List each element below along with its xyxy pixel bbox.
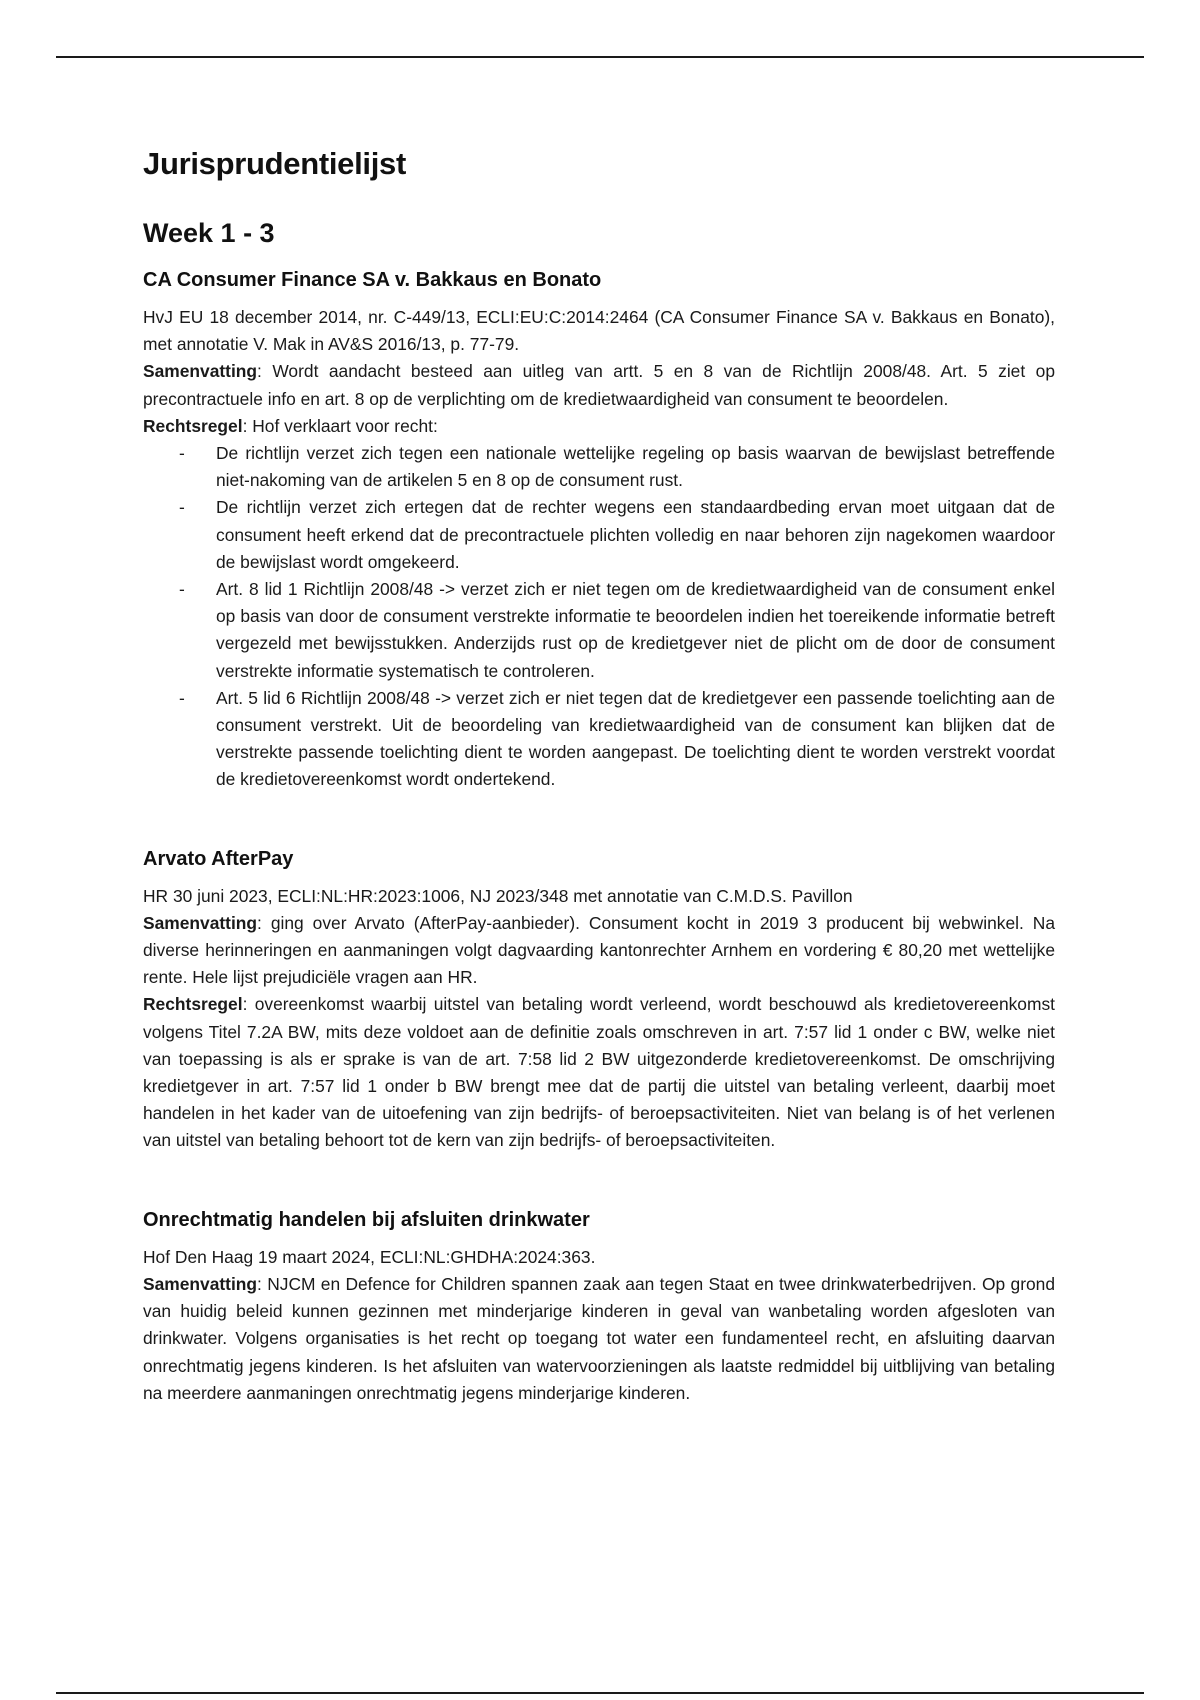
case-summary [143,358,1055,412]
case-citation: Hof Den Haag 19 maart 2024, ECLI:NL:GHDHA:2024:363. [143,1246,596,1267]
summary-label: Samenvatting [143,1273,258,1294]
footer-rule [56,1692,1144,1694]
case-rule [143,413,1055,440]
case-heading: Arvato AfterPay [143,847,294,870]
case-heading: CA Consumer Finance SA v. Bakkaus en Bonato [143,269,602,291]
case-rule [143,991,1055,1154]
list-item [143,576,1055,685]
case-section-arvato-afterpay [143,848,1055,1155]
rule-label: Rechtsregel [143,415,243,436]
case-section-ca-consumer-finance [143,269,1055,794]
case-citation: HvJ EU 18 december 2014, nr. C-449/13, ECLI:EU:C:2014:2464 (CA Consumer Finance SA v. Bakkaus en Bonato), met annotatie V. Mak in AV&S 2016/13, p. 77-79. [143,307,1055,355]
rule-text: : overeenkomst waarbij uitstel van betaling wordt verleend, wordt beschouwd als kredietovereenkomst volgens Titel 7.2A BW, mits deze voldoet aan de definitie zoals omschreven in art. 7:57 lid 1 onder c BW, welke niet van toepassing is als er sprake is van de art. 7:58 lid 2 BW uitgezonderde kredietovereenkomst. De omschrijving kredietgever in art. 7:57 lid 1 onder b BW brengt mee dat de partij die uitstel van betaling verleent, daarbij moet handelen in het kader van de uitoefening van zijn bedrijfs- of beroepsactiviteiten. Niet van belang is of het verlenen van uitstel van betaling behoort tot de kern van zijn bedrijfs- of beroepsactiviteiten. [143,994,1055,1151]
rule-label: Rechtsregel [143,994,243,1015]
bullet-marker: - [179,443,185,464]
case-summary [143,910,1055,992]
summary-text: : Wordt aandacht besteed aan uitleg van artt. 5 en 8 van de Richtlijn 2008/48. Art. 5 ziet op precontractuele info en art. 8 op de verplichting om de kredietwaardigheid van consument te beoordelen. [143,361,1055,409]
summary-label: Samenvatting [143,361,258,382]
case-summary [143,1271,1055,1407]
bullet-marker: - [179,579,185,600]
summary-label: Samenvatting [143,912,258,933]
week-heading: Week 1 - 3 [143,218,275,248]
case-heading: Onrechtmatig handelen bij afsluiten drinkwater [143,1208,590,1231]
document-page [143,146,1055,1407]
list-item-text: De richtlijn verzet zich tegen een nationale wettelijke regeling op basis waarvan de bewijslast betreffende niet-nakoming van de artikelen 5 en 8 op de consument rust. [216,443,1055,491]
list-item-text: Art. 5 lid 6 Richtlijn 2008/48 -> verzet zich er niet tegen dat de kredietgever een passende toelichting aan de consument verstrekt. Uit de beoordeling van kredietwaardigheid van de consument kan blijken dat de verstrekte passende toelichting dient te worden aangepast. De toelichting dient te worden verstrekt voordat de kredietovereenkomst wordt ondertekend. [216,687,1055,790]
header-rule [56,56,1144,58]
bullet-marker: - [179,497,185,518]
list-item-text: De richtlijn verzet zich ertegen dat de rechter wegens een standaardbeding ervan moet uitgaan dat de consument heeft erkend dat de precontractuele plichten volledig en naar behoren zijn nagekomen waardoor de bewijslast wordt omgekeerd. [216,497,1055,572]
case-section-drinkwater [143,1209,1055,1407]
list-item [143,685,1055,794]
summary-text: : ging over Arvato (AfterPay-aanbieder). Consument kocht in 2019 3 producent bij webwinkel. Na diverse herinneringen en aanmaningen volgt dagvaarding kantonrechter Arnhem en vordering € 80,20 met wettelijke rente. Hele lijst prejudiciële vragen aan HR. [143,912,1055,988]
rule-text: : Hof verklaart voor recht: [242,415,438,436]
bullet-marker: - [179,687,185,708]
rule-bullet-list [143,440,1055,794]
document-title: Jurisprudentielijst [143,146,407,181]
case-citation: HR 30 juni 2023, ECLI:NL:HR:2023:1006, NJ 2023/348 met annotatie van C.M.D.S. Pavillon [143,885,853,906]
list-item [143,440,1055,494]
list-item-text: Art. 8 lid 1 Richtlijn 2008/48 -> verzet zich er niet tegen om de kredietwaardigheid van de consument enkel op basis van door de consument verstrekte informatie te beoordelen indien het toereikende informatie betreft vergezeld met bewijsstukken. Anderzijds rust op de kredietgever niet de plicht om de door de consument verstrekte informatie systematisch te controleren. [216,579,1055,681]
summary-text: : NJCM en Defence for Children spannen zaak aan tegen Staat en twee drinkwaterbedrijven. Op grond van huidig beleid kunnen gezinnen met minderjarige kinderen in geval van wanbetaling worden afgesloten van drinkwater. Volgens organisaties is het recht op toegang tot water een fundamenteel recht, en afsluiting daarvan onrechtmatig jegens kinderen. Is het afsluiten van watervoorzieningen als laatste redmiddel bij uitblijving van betaling na meerdere aanmaningen onrechtmatig jegens minderjarige kinderen. [143,1273,1055,1403]
list-item [143,494,1055,576]
